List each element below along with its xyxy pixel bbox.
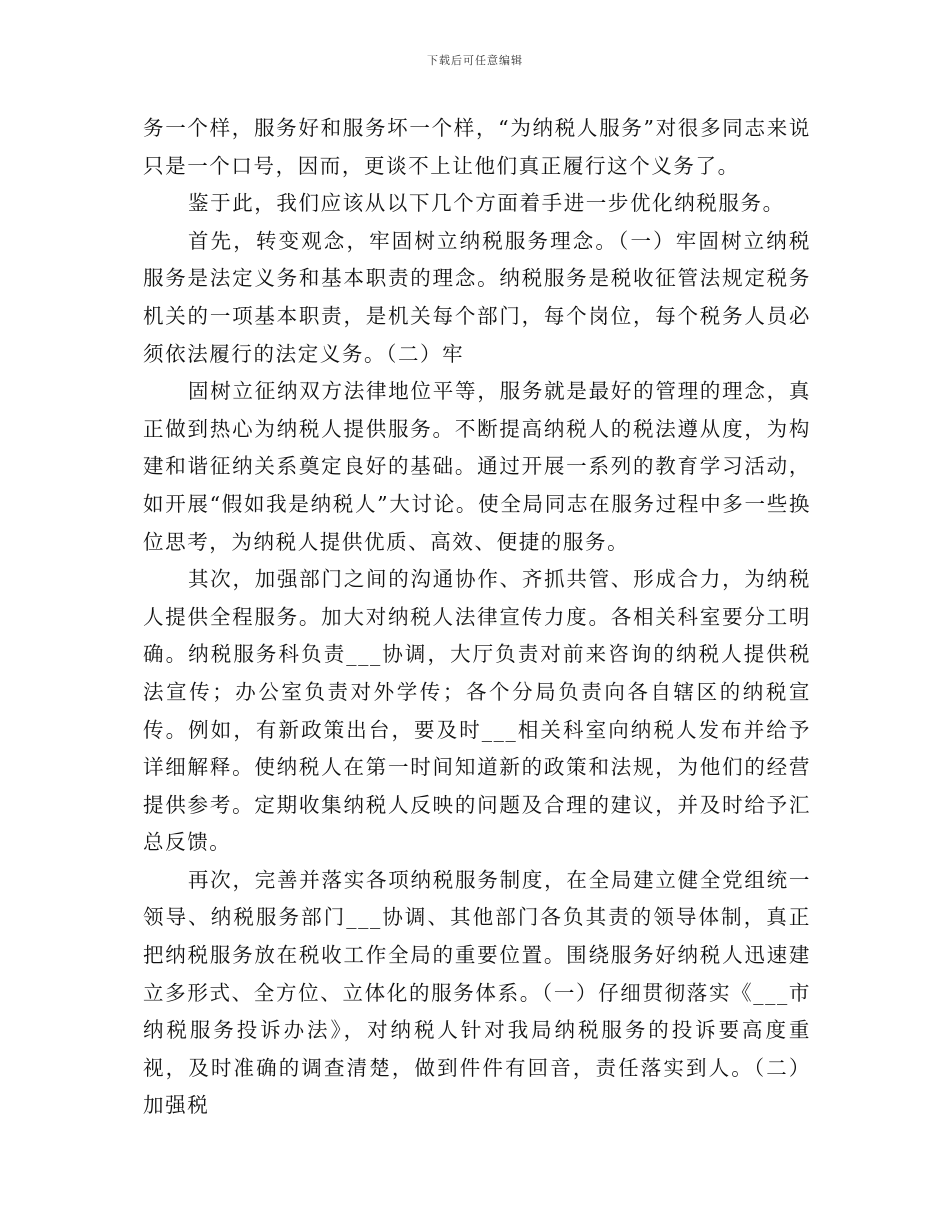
paragraph-first-point-continued: 固树立征纳双方法律地位平等，服务就是最好的管理的理念，真正做到热心为纳税人提供服务。不断提高纳税人的税法遵从度，为构建和谐征纳关系奠定良好的基础。通过开展一系列的教育学习活动，如开展“假如我是纳税人”大讨论。使全局同志在服务过程中多一些换位思考，为纳税人提供优质、高效、便捷的服务。	[143, 379, 811, 554]
paragraph-third-point: 再次，完善并落实各项纳税服务制度，在全局建立健全党组统一领导、纳税服务部门___协调、其他部门各负其责的领导体制，真正把纳税服务放在税收工作全局的重要位置。围绕服务好纳税人迅速建立多形式、全方位、立体化的服务体系。（一）仔细贯彻落实《___市纳税服务投诉办法》，对纳税人针对我局纳税服务的投诉要高度重视，及时准确的调查清楚，做到件件有回音，责任落实到人。（二）加强税	[143, 867, 811, 1118]
document-body	[143, 110, 811, 1125]
paragraph-first-point: 首先，转变观念，牢固树立纳税服务理念。（一）牢固树立纳税服务是法定义务和基本职责的理念。纳税服务是税收征管法规定税务机关的一项基本职责，是机关每个部门，每个岗位，每个税务人员必须依法履行的法定义务。（二）牢	[143, 228, 811, 366]
paragraph-intro: 鉴于此，我们应该从以下几个方面着手进一步优化纳税服务。	[188, 191, 785, 216]
page-header: 下载后可任意编辑	[427, 54, 523, 67]
paragraph-second-point: 其次，加强部门之间的沟通协作、齐抓共管、形成合力，为纳税人提供全程服务。加大对纳税人法律宣传力度。各相关科室要分工明确。纳税服务科负责___协调，大厅负责对前来咨询的纳税人提供税法宣传；办公室负责对外学传；各个分局负责向各自辖区的纳税宣传。例如，有新政策出台，要及时___相关科室向纳税人发布并给予详细解释。使纳税人在第一时间知道新的政策和法规，为他们的经营提供参考。定期收集纳税人反映的问题及合理的建议，并及时给予汇总反馈。	[143, 567, 811, 855]
paragraph-continuation: 务一个样，服务好和服务坏一个样，“为纳税人服务”对很多同志来说只是一个口号，因而，更谈不上让他们真正履行这个义务了。	[143, 116, 811, 178]
